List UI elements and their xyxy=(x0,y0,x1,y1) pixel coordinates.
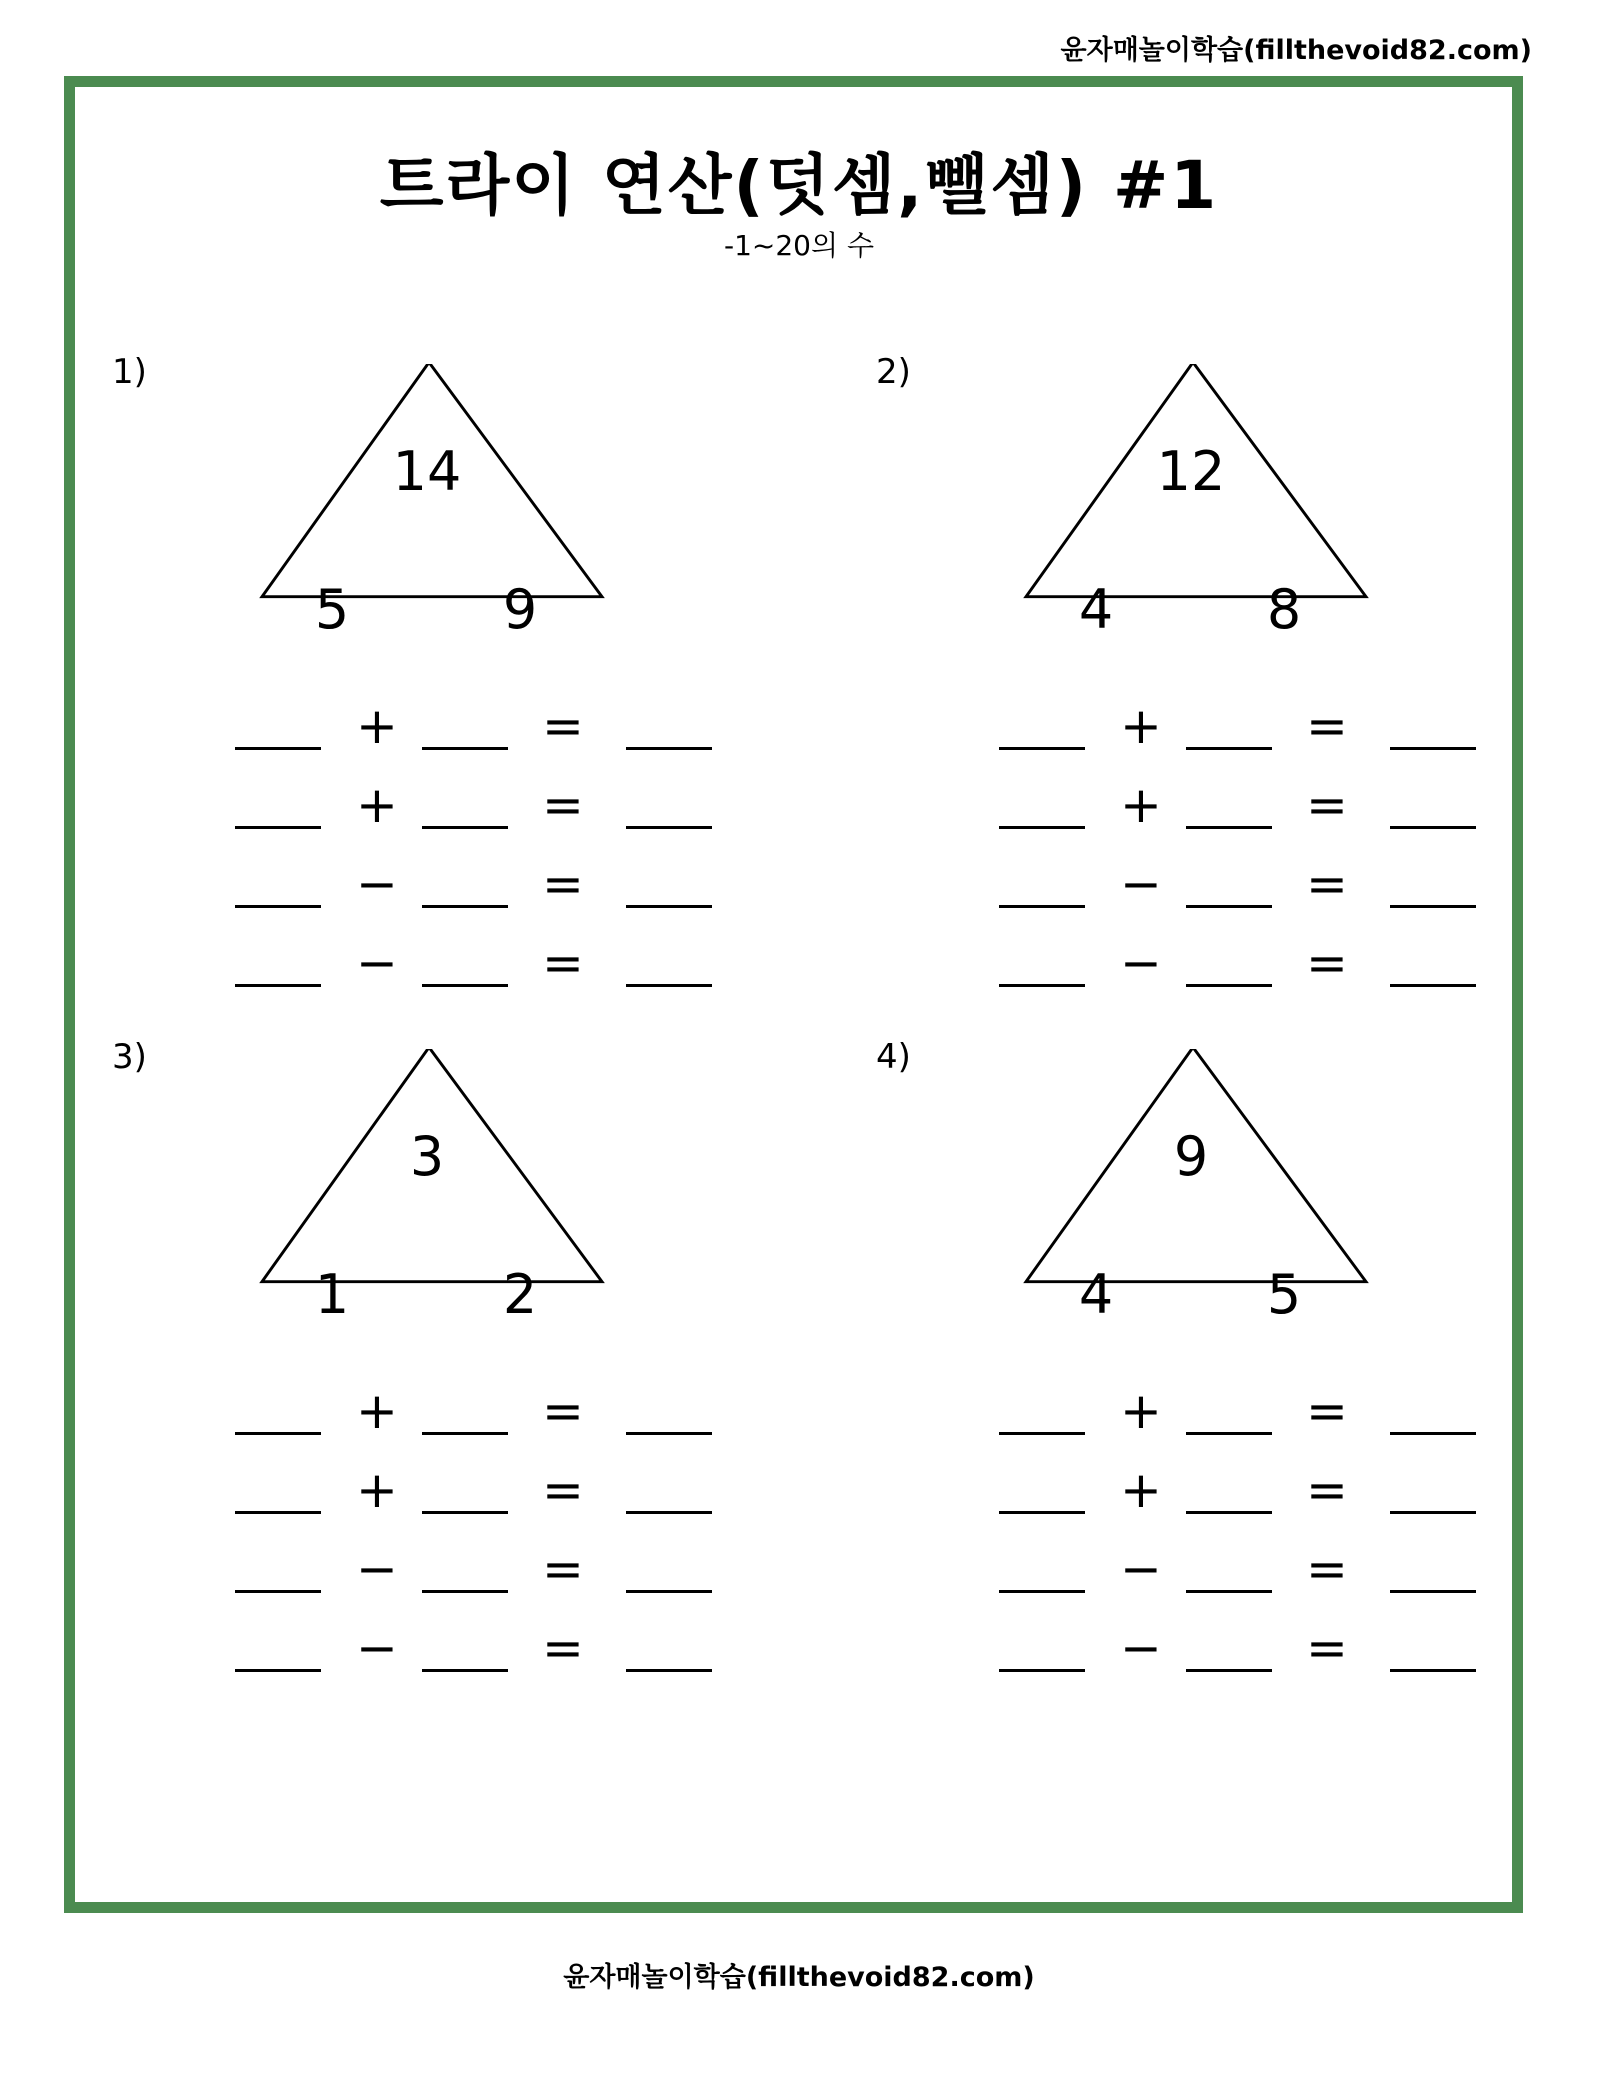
triangle-top-number: 14 xyxy=(392,440,462,503)
answer-blank[interactable] xyxy=(235,1669,321,1672)
problem-number: 1) xyxy=(112,352,147,392)
problem-number: 4) xyxy=(876,1037,911,1077)
number-triangle xyxy=(1016,1049,1376,1319)
answer-blank[interactable] xyxy=(1390,1432,1476,1435)
operator: + xyxy=(356,776,398,834)
answer-blank[interactable] xyxy=(422,826,508,829)
answer-blank[interactable] xyxy=(626,1511,712,1514)
answer-blank[interactable] xyxy=(999,905,1085,908)
equals-sign: = xyxy=(1306,855,1348,913)
operator: − xyxy=(356,1619,398,1677)
operator: − xyxy=(1120,855,1162,913)
answer-blank[interactable] xyxy=(626,1590,712,1593)
answer-blank[interactable] xyxy=(626,826,712,829)
equation-row xyxy=(999,690,1519,755)
equals-sign: = xyxy=(542,1540,584,1598)
equation-row xyxy=(999,848,1519,913)
triangle-top-number: 12 xyxy=(1156,440,1226,503)
equals-sign: = xyxy=(542,1461,584,1519)
equals-sign: = xyxy=(1306,934,1348,992)
answer-blank[interactable] xyxy=(999,1590,1085,1593)
equation-row xyxy=(999,927,1519,992)
answer-blank[interactable] xyxy=(1186,826,1272,829)
operator: − xyxy=(1120,1619,1162,1677)
operator: − xyxy=(356,855,398,913)
triangle-left-number: 4 xyxy=(1078,578,1114,634)
triangle-left-number: 4 xyxy=(1078,1263,1114,1319)
equals-sign: = xyxy=(1306,1619,1348,1677)
answer-blank[interactable] xyxy=(626,747,712,750)
worksheet-subtitle: -1~20의 수 xyxy=(723,229,874,262)
equals-sign: = xyxy=(1306,697,1348,755)
answer-blank[interactable] xyxy=(422,1511,508,1514)
equals-sign: = xyxy=(1306,1461,1348,1519)
equals-sign: = xyxy=(1306,1382,1348,1440)
triangle-left-number: 5 xyxy=(314,578,350,634)
equals-sign: = xyxy=(1306,776,1348,834)
operator: + xyxy=(356,1382,398,1440)
footer-credit: 윤자매놀이학습(fillthevoid82.com) xyxy=(563,1962,1035,1993)
header-credit: 윤자매놀이학습(fillthevoid82.com) xyxy=(1060,35,1532,66)
equals-sign: = xyxy=(542,697,584,755)
equals-sign: = xyxy=(542,1619,584,1677)
equals-sign: = xyxy=(542,934,584,992)
number-triangle xyxy=(1016,364,1376,634)
answer-blank[interactable] xyxy=(1186,984,1272,987)
equation-row xyxy=(235,1454,755,1519)
answer-blank[interactable] xyxy=(422,747,508,750)
answer-blank[interactable] xyxy=(1186,1669,1272,1672)
answer-blank[interactable] xyxy=(422,905,508,908)
operator: + xyxy=(356,1461,398,1519)
operator: + xyxy=(1120,1461,1162,1519)
equation-row xyxy=(999,1612,1519,1677)
triangle-left-number: 1 xyxy=(314,1263,350,1319)
operator: − xyxy=(356,934,398,992)
answer-blank[interactable] xyxy=(422,984,508,987)
equation-row xyxy=(999,769,1519,834)
answer-blank[interactable] xyxy=(235,984,321,987)
answer-blank[interactable] xyxy=(626,1669,712,1672)
answer-blank[interactable] xyxy=(626,984,712,987)
equation-row xyxy=(999,1533,1519,1598)
operator: + xyxy=(1120,776,1162,834)
answer-blank[interactable] xyxy=(422,1432,508,1435)
problem-4 xyxy=(876,1037,1576,1677)
answer-blank[interactable] xyxy=(999,1511,1085,1514)
answer-blank[interactable] xyxy=(999,1432,1085,1435)
equation-row xyxy=(235,927,755,992)
problem-3 xyxy=(112,1037,812,1677)
answer-blank[interactable] xyxy=(422,1590,508,1593)
answer-blank[interactable] xyxy=(1390,905,1476,908)
answer-blank[interactable] xyxy=(1390,826,1476,829)
operator: − xyxy=(1120,1540,1162,1598)
answer-blank[interactable] xyxy=(1186,1590,1272,1593)
answer-blank[interactable] xyxy=(1186,747,1272,750)
answer-blank[interactable] xyxy=(1390,747,1476,750)
answer-blank[interactable] xyxy=(1390,1590,1476,1593)
triangle-top-number: 3 xyxy=(409,1125,445,1188)
equation-row xyxy=(999,1375,1519,1440)
operator: + xyxy=(1120,697,1162,755)
answer-blank[interactable] xyxy=(1186,905,1272,908)
answer-blank[interactable] xyxy=(626,905,712,908)
operator: + xyxy=(1120,1382,1162,1440)
equation-row xyxy=(235,690,755,755)
equation-row xyxy=(999,1454,1519,1519)
answer-blank[interactable] xyxy=(1390,1511,1476,1514)
problem-2 xyxy=(876,352,1576,992)
triangle-right-number: 5 xyxy=(1266,1263,1302,1319)
equation-row xyxy=(235,1375,755,1440)
answer-blank[interactable] xyxy=(235,747,321,750)
equals-sign: = xyxy=(542,855,584,913)
triangle-right-number: 8 xyxy=(1266,578,1302,634)
answer-blank[interactable] xyxy=(999,1669,1085,1672)
answer-blank[interactable] xyxy=(999,984,1085,987)
number-triangle xyxy=(252,1049,612,1319)
equals-sign: = xyxy=(1306,1540,1348,1598)
answer-blank[interactable] xyxy=(235,1511,321,1514)
problem-number: 2) xyxy=(876,352,911,392)
answer-blank[interactable] xyxy=(235,905,321,908)
number-triangle xyxy=(252,364,612,634)
equation-row xyxy=(235,848,755,913)
answer-blank[interactable] xyxy=(1390,984,1476,987)
answer-blank[interactable] xyxy=(626,1432,712,1435)
answer-blank[interactable] xyxy=(235,1432,321,1435)
problem-number: 3) xyxy=(112,1037,147,1077)
answer-blank[interactable] xyxy=(1186,1432,1272,1435)
worksheet-title: 트라이 연산(덧셈,뺄셈) #1 xyxy=(379,147,1219,224)
equation-row xyxy=(235,1612,755,1677)
answer-blank[interactable] xyxy=(422,1669,508,1672)
equals-sign: = xyxy=(542,1382,584,1440)
answer-blank[interactable] xyxy=(999,747,1085,750)
answer-blank[interactable] xyxy=(235,826,321,829)
problem-1 xyxy=(112,352,812,992)
answer-blank[interactable] xyxy=(1186,1511,1272,1514)
equals-sign: = xyxy=(542,776,584,834)
answer-blank[interactable] xyxy=(235,1590,321,1593)
triangle-top-number: 9 xyxy=(1173,1125,1209,1188)
answer-blank[interactable] xyxy=(1390,1669,1476,1672)
equation-row xyxy=(235,1533,755,1598)
triangle-right-number: 9 xyxy=(502,578,538,634)
operator: + xyxy=(356,697,398,755)
answer-blank[interactable] xyxy=(999,826,1085,829)
equation-row xyxy=(235,769,755,834)
operator: − xyxy=(356,1540,398,1598)
operator: − xyxy=(1120,934,1162,992)
triangle-right-number: 2 xyxy=(502,1263,538,1319)
